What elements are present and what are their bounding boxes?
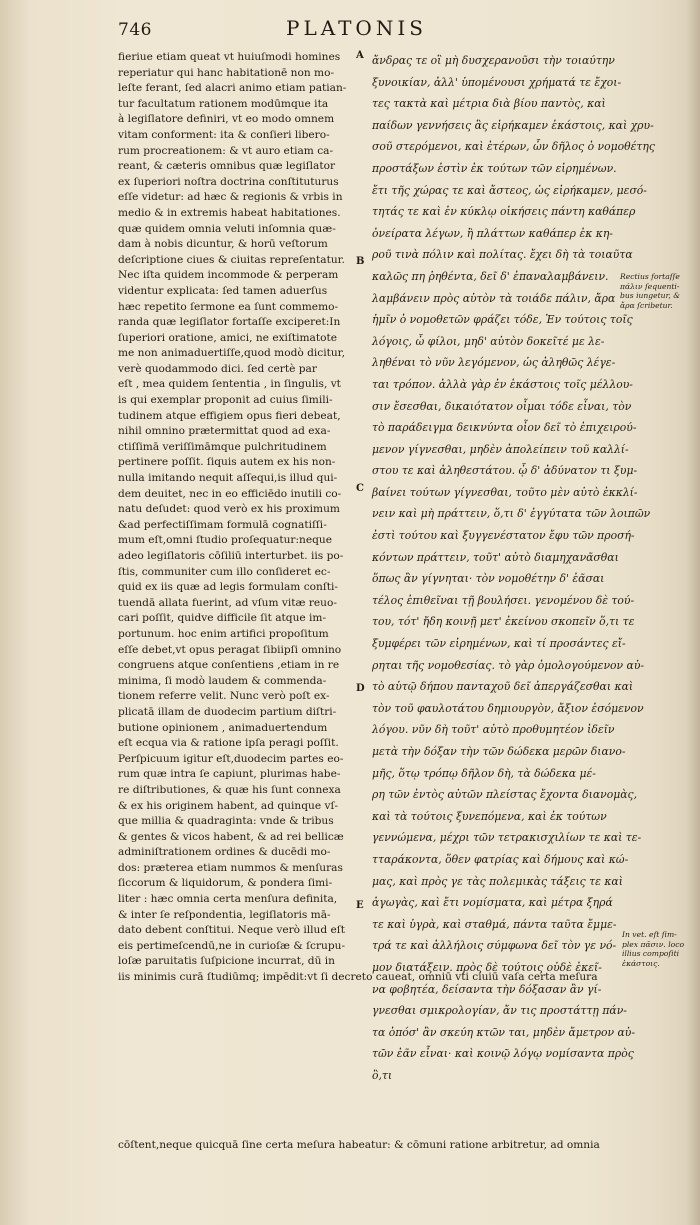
greek-text-line: ξυμφέρει τῶν εἰρημένων, καὶ τί προσάντες εἴ-	[372, 637, 626, 651]
latin-text-line: quæ quidem omnia veluti inſomnia quæ-	[118, 222, 336, 235]
greek-text-line: ὀνείρατα λέγων, ἢ πλάττων καθάπερ ἐκ κη-	[372, 226, 613, 240]
greek-text-line: τταράκοντα, ὅθεν φατρίας καὶ δήμους καὶ κώ-	[372, 852, 629, 866]
latin-text-line: ctiſſimā veriſſimāmque pulchritudinem	[118, 440, 327, 453]
marginal-note-rectius	[620, 272, 680, 310]
greek-text-line: γνεσθαι σμικρολογίαν, ἄν τις προστάττῃ πάν-	[372, 1004, 627, 1018]
latin-text-line: leſte ferant, ſed alacri animo etiam patian-	[118, 82, 347, 95]
greek-text-line: ὅπως ἂν γίγνηται· τὸν νομοθέτην δ' ἐᾶσαι	[372, 572, 605, 586]
greek-text-line: τὸ αὑτῷ δήπου πανταχοῦ δεῖ ἀπεργάζεσθαι καὶ	[372, 680, 634, 694]
greek-text-line: μον διατάξειν. πρὸς δὲ τούτοις οὐδὲ ἐκεῖ-	[372, 960, 602, 974]
latin-text-line: &ad perfectiſſimam formulā cognatiſſi-	[118, 518, 327, 531]
latin-text-line: cōſtent,neque quicquā ſine certa meſura habeatur: & cōmuni ratione arbitretur, ad omnia	[118, 1139, 600, 1151]
latin-bottom-lines	[118, 1138, 618, 1154]
latin-text-line: cari poſſit, quidve difficile ſit atque im-	[118, 612, 327, 625]
latin-text-line: portunum. hoc enim artifici propoſitum	[118, 627, 329, 640]
latin-text-line: randa quæ legiſlator fortaſſe exciperet:In	[118, 316, 341, 329]
latin-text-line: & ex his originem habent, ad quinque vſ-	[118, 799, 338, 812]
latin-text-line: que millia & quadraginta: vnde & tribus	[118, 815, 334, 828]
latin-text-line: dato debent conſtitui. Neque verò illud eſt	[118, 924, 345, 937]
marginal-note-line: ἑκάστοις.	[622, 958, 660, 968]
section-marker-e: E	[356, 900, 364, 911]
latin-text-line: butione opinionem , animaduertendum	[118, 721, 328, 734]
marginal-note-line: Rectius fortaſſe	[620, 272, 680, 281]
latin-text-line: ſuperiori oratione, amici, ne exiſtimatote	[118, 331, 338, 344]
greek-text-line: ὃ,τι	[372, 1068, 393, 1082]
latin-text-line: & gentes & vicos habent, & ad rei bellicæ	[118, 830, 344, 843]
latin-text-line: Nec iſta quidem incommode & perperam	[118, 269, 339, 282]
latin-text-line: eis pertimeſcendū,ne in curioſæ & ſcrupu-	[118, 939, 346, 952]
latin-text-line: tur facultatum rationem modūmque ita	[118, 97, 329, 110]
greek-text-line: τὸν τοῦ φαυλοτάτου δημιουργὸν, ἄξιον ἐσόμενον	[372, 701, 644, 715]
greek-text-line: ἔτι τῆς χώρας τε καὶ ἄστεος, ὡς εἰρήκαμεν, μεσό-	[372, 183, 647, 197]
page-number: 746	[118, 20, 152, 40]
marginal-note-line: bus iungetur, &	[620, 291, 680, 301]
greek-text-line: κόντων πράττειν, τοῦτ' αὐτὸ διαμηχανᾶσθαι	[372, 550, 619, 564]
latin-text-line: rum quæ intra ſe capiunt, plurimas habe-	[118, 768, 341, 781]
greek-text-line: τέλος ἐπιθεῖναι τῇ βουλήσει. γενομένου δὲ τού-	[372, 593, 635, 607]
section-marker-a: A	[356, 50, 364, 61]
greek-text-line: ἀγωγὰς, καὶ ἔτι νομίσματα, καὶ μέτρα ξηρά	[372, 896, 613, 910]
greek-text-line: νειν καὶ μὴ πράττειν, ὅ,τι δ' ἐγγύτατα τῶν λοιπῶν	[372, 507, 651, 521]
marginal-note-in-vet	[622, 930, 684, 968]
greek-text-line: ροῦ τινὰ πόλιν καὶ πολίτας. ἔχει δὴ τὰ τοιαῦτα	[372, 248, 633, 262]
latin-text-line: ſiccorum & liquidorum, & pondera ſimi-	[118, 877, 333, 890]
latin-text-line: eſt , mea quidem ſententia , in ſingulis, vt	[118, 378, 341, 391]
latin-text-line: vitam conforment: ita & conſieri libero-	[118, 128, 330, 141]
greek-text-line: ἡμῖν ὁ νομοθετῶν φράζει τόδε, Ἐν τούτοις τοῖς	[372, 313, 633, 327]
latin-text-line: iis minimis curā ſtudiūmq; impēdit:vt ſi decreto caueat, omniū vti ciuiū vaſa certa meſura	[118, 971, 598, 984]
greek-text-line: ρη τῶν ἐντὸς αὐτῶν πλείστας ἔχοντα διανομὰς,	[372, 788, 638, 802]
greek-text-line: τρά τε καὶ ἀλλήλοις σύμφωνα δεῖ τὸν γε νό-	[372, 939, 617, 953]
greek-text-line: καλῶς πη ῥηθέντα, δεῖ δ' ἐπαναλαμβάνειν.	[372, 269, 609, 283]
latin-text-line: pertinere poſſit. ſiquis autem ex his non-	[118, 456, 336, 469]
latin-text-line: & inter ſe reſpondentia, legiſlatoris mā-	[118, 908, 331, 921]
marginal-note-line: ἄρα ſcribetur.	[620, 300, 673, 310]
greek-text-line: μῆς, ὅτῳ τρόπῳ δῆλον δὴ, τὰ δώδεκα μέ-	[372, 766, 596, 780]
greek-text-line: του, τότ' ἤδη κοινῇ μετ' ἐκείνου σκοπεῖν ὅ,τι τε	[372, 615, 635, 629]
greek-text-line: λόγου. νῦν δὴ τοῦτ' αὐτὸ προθυμητέον ἰδεῖν	[372, 723, 615, 737]
latin-text-line: tudinem atque effigiem opus fieri debeat,	[118, 409, 341, 422]
greek-text-line: τῶν ἐᾶν εἶναι· καὶ κοινῷ λόγῳ νομίσαντα πρὸς	[372, 1047, 634, 1061]
marginal-note-line: illius compoſiti	[622, 949, 680, 959]
latin-text-line: re diſtributiones, & quæ his ſunt connexa	[118, 783, 341, 796]
latin-text-line: me non animaduertiſſe,quod modò dicitur,	[118, 347, 345, 360]
latin-text-line: medio & in extremis habeat habitationes.	[118, 206, 341, 219]
latin-text-line: adminiſtrationem ordines & ducēdi mo-	[118, 846, 331, 859]
section-marker-c: C	[356, 483, 364, 494]
latin-text-line: dem deuitet, nec in eo efficiēdo inutili co-	[118, 487, 342, 500]
latin-text-line: mum eſt,omni ſtudio proſequatur:neque	[118, 534, 333, 547]
latin-text-line: reperiatur qui hanc habitationē non mo-	[118, 66, 335, 79]
latin-text-line: minima, ſi modò laudem & commenda-	[118, 674, 327, 687]
greek-text-line: τὸ παράδειγμα δεικνύντα οἷον δεῖ τὸ ἐπιχειρού-	[372, 421, 637, 435]
latin-text-line: eſſe debet,vt opus peragat ſibiipſi omnino	[118, 643, 342, 656]
greek-text-line: μενον γίγνεσθαι, μηδὲν ἀπολείπειν τοῦ καλλί-	[372, 442, 629, 456]
latin-text-line: ex ſuperiori noſtra doctrina conſtituturus	[118, 175, 339, 188]
greek-text-line: λόγοις, ὦ φίλοι, μηδ' αὐτὸν δοκεῖτέ με λε-	[372, 334, 605, 348]
latin-text-line: quid ex iis quæ ad legis formulam conſti-	[118, 581, 338, 594]
greek-text-line: καὶ τὰ τούτοις ξυνεπόμενα, καὶ ἐκ τούτων	[372, 809, 607, 823]
latin-text-line: ſtis, communiter cum illo conſideret ec-	[118, 565, 331, 578]
greek-text-line: τες τακτὰ καὶ μέτρια διὰ βίου παντὸς, καὶ	[372, 97, 606, 111]
greek-text-line: τε καὶ ὑγρὰ, καὶ σταθμά, πάντα ταῦτα ἔμμε-	[372, 917, 617, 931]
latin-text-line: dos: præterea etiam nummos & menſuras	[118, 861, 343, 874]
greek-text-line: σοῦ στερόμενοι, καὶ ἑτέρων, ὧν δῆλος ὁ νομοθέτης	[372, 140, 655, 154]
greek-text-line: ληθέναι τὸ νῦν λεγόμενον, ὡς ἀληθῶς λέγε-	[372, 356, 616, 370]
greek-text-line: λαμβάνειν πρὸς αὑτὸν τὰ τοιάδε πάλιν, ἄρα	[372, 291, 616, 305]
section-marker-d: D	[356, 683, 365, 694]
marginal-note-line: plex πᾶσιν. loco	[622, 939, 685, 949]
latin-text-line: eſt ecqua via & ratione ipſa peragi poſſit.	[118, 737, 339, 750]
greek-text-line: ξυνοικίαν, ἀλλ' ὑπομένουσι χρήματά τε ἔχοι-	[372, 75, 622, 89]
latin-text-line: is qui exemplar proponit ad cuius ſimili-	[118, 394, 333, 407]
greek-text-line: τα ὁπόσ' ἂν σκεύη κτῶν ται, μηδὲν ἄμετρον αὐ-	[372, 1025, 635, 1039]
greek-text-line: τητάς τε καὶ ἐν κύκλῳ οἰκήσεις πάντη καθάπερ	[372, 205, 636, 219]
latin-text-line: eſſe videtur: ad hæc & regionis & vrbis in	[118, 191, 343, 204]
latin-text-line: natu deſudet: quod verò ex his proximum	[118, 503, 340, 516]
section-marker-b: B	[356, 256, 365, 267]
latin-text-line: reant, & cæteris omnibus quæ legiſlator	[118, 160, 336, 173]
latin-text-line: Perſpicuum igitur eſt,duodecim partes eo-	[118, 752, 344, 765]
latin-text-line: loſæ paruitatis ſuſpicione incurrat, dū in	[118, 955, 335, 968]
greek-text-line: ἄνδρας τε οἳ μὴ δυσχερανοῦσι τὴν τοιαύτην	[372, 54, 615, 67]
greek-text-line: σιν ἔσεσθαι, δικαιότατον οἶμαι τόδε εἶναι, τὸν	[372, 399, 632, 413]
latin-text-line: tionem referre velit. Nunc verò poſt ex-	[118, 690, 330, 703]
greek-text-line: να φοβητέα, δείσαντα τὴν δόξασαν ἂν γί-	[372, 982, 602, 996]
latin-text-line: dam à nobis dicuntur, & horū veſtorum	[118, 238, 328, 251]
greek-text-line: μας, καὶ πρὸς γε τὰς πολεμικὰς τάξεις τε καὶ	[372, 874, 623, 888]
marginal-note-line: πάλιν ſequenti-	[620, 281, 680, 291]
greek-text-line: ρηται τῆς νομοθεσίας. τὸ γὰρ ὁμολογούμενον αὐ-	[372, 658, 645, 672]
marginal-note-line: In vet. eſt ſim-	[622, 930, 677, 939]
running-head: PLATONIS	[286, 16, 427, 40]
latin-text-line: congruens atque conſentiens ,etiam in re	[118, 659, 340, 672]
latin-text-line: videntur explicata: ſed tamen aduerſus	[118, 284, 328, 297]
latin-text-line: verè quodammodo dici. ſed certè par	[118, 362, 317, 375]
page-edge-shadow	[686, 0, 700, 1225]
greek-text-line: ἐστὶ τούτου καὶ ξυγγενέστατον ἔφυ τῶν προσή-	[372, 529, 635, 543]
latin-text-line: adeo legiſlatoris cōſiliū interturbet. iis po-	[118, 550, 344, 562]
latin-text-line: fieriue etiam queat vt huiuſmodi homines	[118, 51, 341, 63]
greek-text-line: μετὰ τὴν δόξαν τὴν τῶν δώδεκα μερῶν διανο-	[372, 745, 626, 758]
latin-text-line: deſcriptione ciues & ciuitas repreſentatur.	[118, 253, 345, 266]
latin-text-line: rum procreationem: & vt auro etiam ca-	[118, 144, 334, 157]
latin-text-line: nulla imitando nequit aſſequi,is illud qui-	[118, 472, 338, 485]
greek-text-line: βαίνει τούτων γίγνεσθαι, τοῦτο μὲν αὐτὸ ἐκκλί-	[372, 485, 638, 499]
latin-text-line: tuendā allata fuerint, ad vſum vitæ reuo-	[118, 596, 337, 609]
latin-text-line: hæc repetito ſermone ea ſunt commemo-	[118, 300, 339, 313]
latin-text-line: plicatā illam de duodecim partium diſtri-	[118, 705, 337, 718]
latin-text-line: à legiſlatore definiri, vt eo modo omnem	[118, 113, 335, 126]
greek-text-line: γεννώμενα, μέχρι τῶν τετρακισχιλίων τε καὶ τε-	[372, 831, 642, 845]
greek-text-line: παίδων γεννήσεις ἃς εἰρήκαμεν ἑκάστοις, καὶ χρυ-	[372, 118, 654, 132]
greek-text-line: στου τε καὶ ἀληθεστάτου. ᾧ δ' ἀδύνατον τι ξυμ-	[372, 464, 638, 478]
latin-text-line: liter : hæc omnia certa menſura definita,	[118, 893, 338, 906]
greek-text-line: προστάξων ἐστὶν ἐκ τούτων τῶν εἰρημένων.	[372, 161, 617, 175]
greek-text-line: ται τρόπον. ἀλλὰ γὰρ ἐν ἑκάστοις τοῖς μέλλου-	[372, 377, 633, 391]
latin-text-line: nihil omnino prætermittat quod ad exa-	[118, 425, 331, 438]
